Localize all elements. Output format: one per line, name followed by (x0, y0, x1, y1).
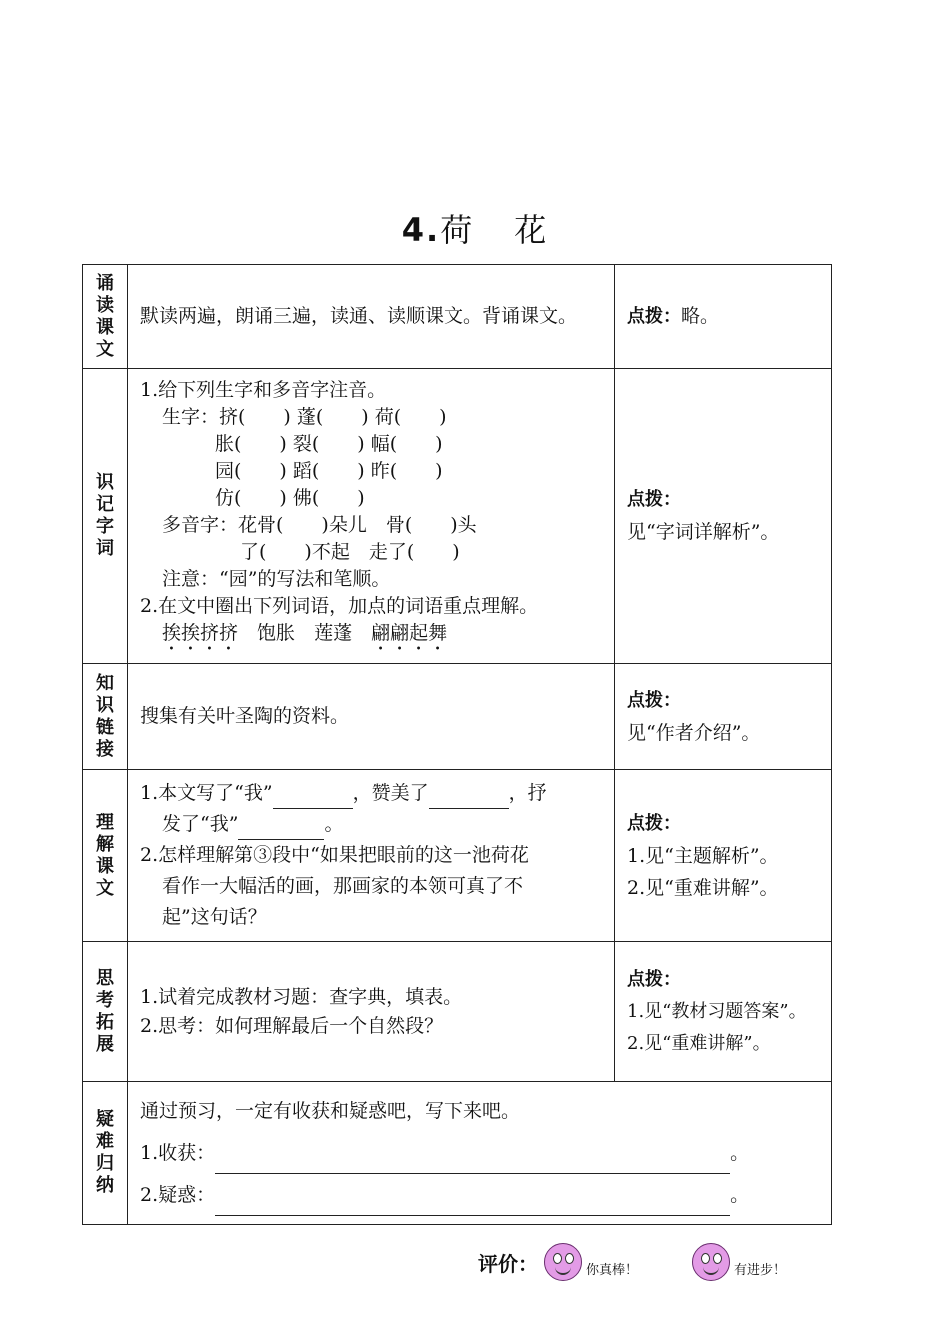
word-list: 挨挨挤挤 饱胀 莲蓬 翩翩起舞 (162, 622, 448, 644)
row-hint: 点拨：略。 (615, 265, 832, 369)
row-think (83, 942, 832, 1082)
row-label: 知识链接 (96, 672, 114, 760)
victory-face-icon[interactable] (692, 1243, 730, 1281)
row-hint: 点拨： 见“作者介绍”。 (615, 664, 832, 770)
row-summary (83, 1082, 832, 1225)
preview-table (82, 264, 832, 1225)
row-label: 理解课文 (96, 811, 114, 899)
row-understand (83, 770, 832, 942)
page-title: 4.荷 花 (401, 211, 549, 249)
row-hint: 点拨： 见“字词详解析”。 (615, 369, 832, 664)
row-words (83, 369, 832, 664)
thumbs-up-face-icon[interactable] (544, 1243, 582, 1281)
row-recite (83, 265, 832, 369)
row-content: 1.给下列生字和多音字注音。 生字：挤( ) 蓬( ) 荷( ) 胀( ) 裂( ) 幅( ) 园( ) 蹈( ) 昨( ) 仿( ) 佛( ) 多音字：花骨( )朵儿 骨( )头 了( )不起 走了( ) 注意：“园”的写法和笔顺。 2.在文中圈出下列词语，加点的词语重点理解。 挨挨挤挤 饱胀 莲蓬 翩翩起舞 (128, 369, 615, 664)
row-hint: 点拨： 1.见“主题解析”。 2.见“重难讲解”。 (615, 770, 832, 942)
gain-line[interactable]: 1.收获： 。 (140, 1132, 821, 1174)
row-content: 1.试着完成教材习题：查字典，填表。 2.思考：如何理解最后一个自然段？ (128, 942, 615, 1082)
row-content: 搜集有关叶圣陶的资料。 (128, 664, 615, 770)
row-content: 默读两遍，朗诵三遍，读通、读顺课文。背诵课文。 (128, 265, 615, 369)
row-label: 诵读课文 (96, 272, 114, 360)
row-hint: 点拨： 1.见“教材习题答案”。 2.见“重难讲解”。 (615, 942, 832, 1082)
row-label: 疑难归纳 (96, 1109, 114, 1196)
row-label: 思考拓展 (96, 967, 114, 1055)
doubt-line[interactable]: 2.疑惑： 。 (140, 1174, 821, 1216)
row-label: 识记字词 (96, 472, 114, 559)
evaluation: 评价： 你真棒！ 有进步！ (478, 1242, 786, 1282)
row-content: 1.本文写了“我” ，赞美了 ，抒 发了“我” 。 2.怎样理解第③段中“如果把眼前的这一池荷花 看作一大幅活的画，那画家的本领可真了不 起”这句话？ (128, 770, 615, 942)
row-content: 通过预习，一定有收获和疑惑吧，写下来吧。 1.收获： 。 2.疑惑： 。 (128, 1082, 832, 1225)
row-knowledge (83, 664, 832, 770)
